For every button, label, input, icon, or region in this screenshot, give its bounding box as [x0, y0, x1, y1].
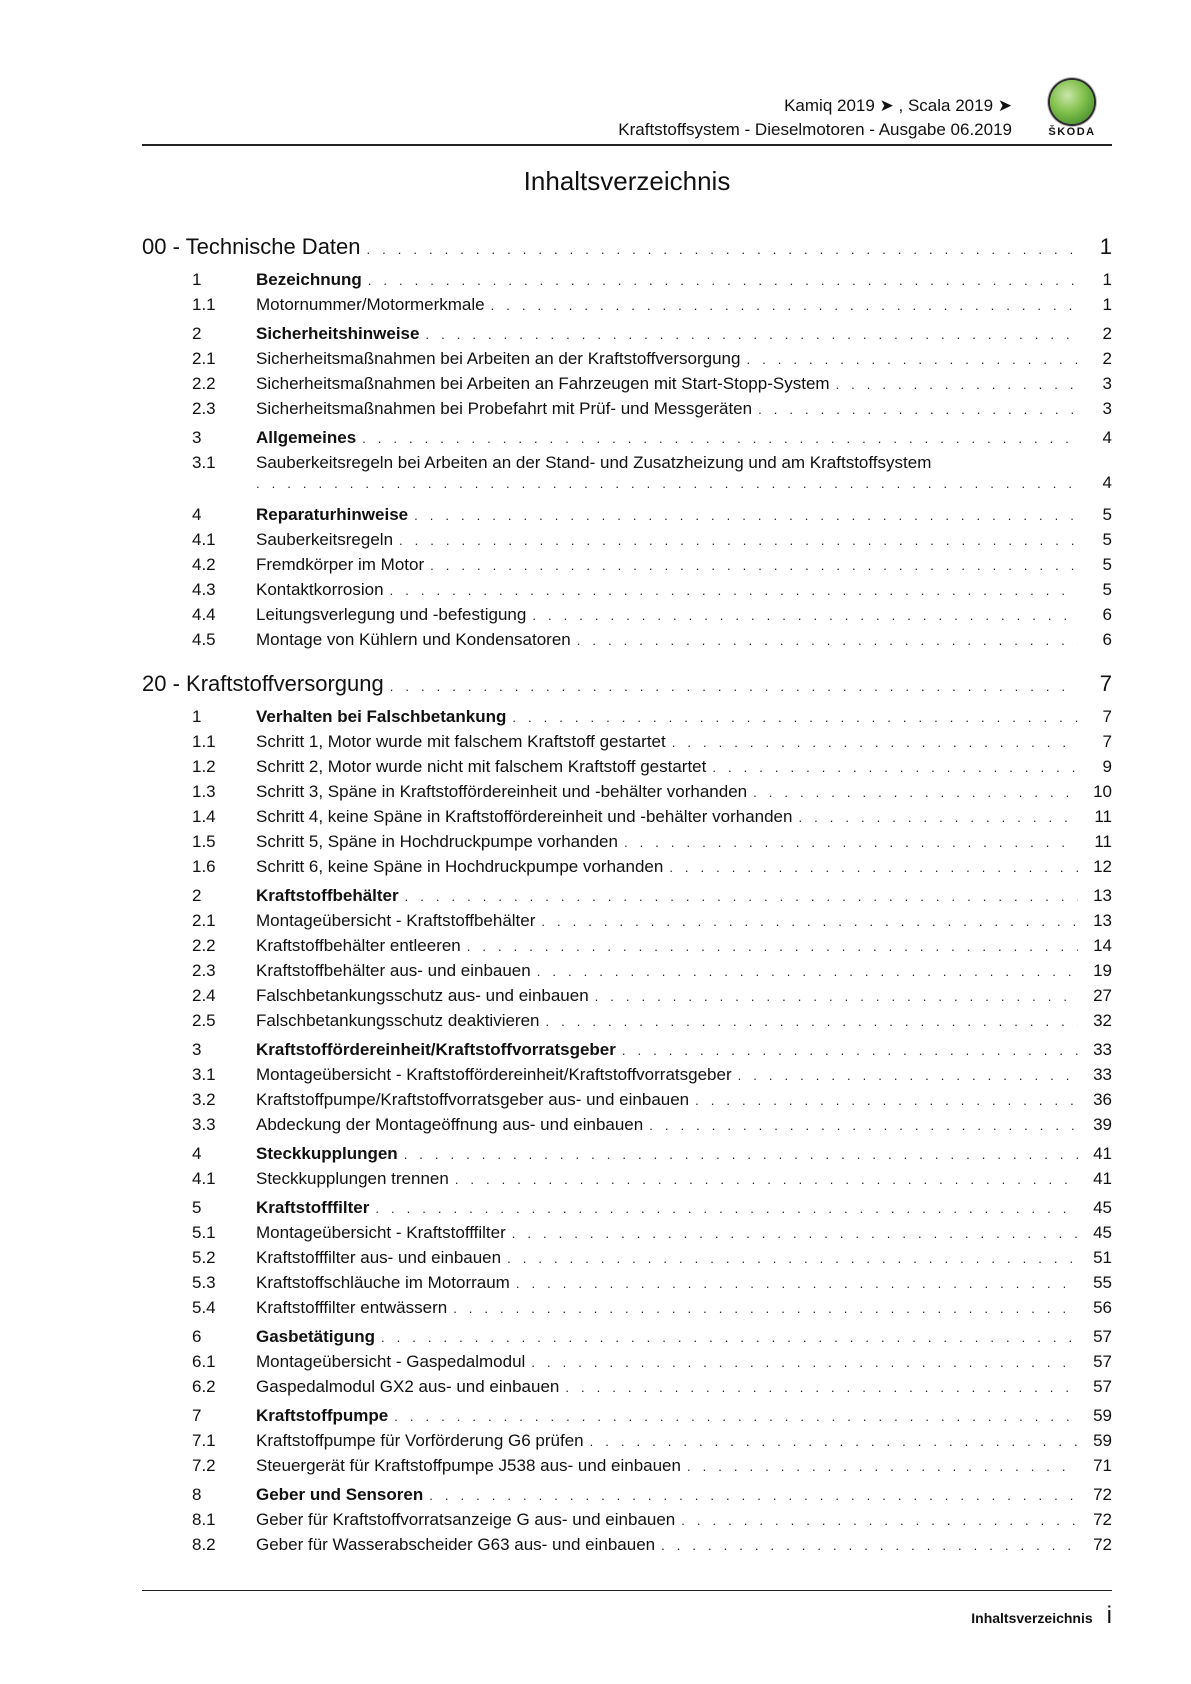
- toc-number: 2.1: [192, 349, 216, 368]
- toc-leader: [512, 1226, 1078, 1241]
- toc-subsection[interactable]: [142, 936, 1112, 961]
- toc-number: 1.1: [192, 732, 216, 751]
- toc-page: 32: [1093, 1011, 1112, 1030]
- toc-page: 4: [1102, 473, 1112, 492]
- toc-number: 4.5: [192, 630, 216, 649]
- toc-subsection[interactable]: [142, 807, 1112, 832]
- toc-subsection[interactable]: [142, 580, 1112, 605]
- toc-leader: [368, 273, 1078, 288]
- toc-page: 6: [1102, 605, 1112, 624]
- toc-number: 3.3: [192, 1115, 216, 1134]
- toc-number: 1.3: [192, 782, 216, 801]
- toc-page: 4: [1102, 428, 1112, 447]
- toc-subsection[interactable]: [142, 757, 1112, 782]
- toc-title: Reparaturhinweise: [256, 505, 409, 524]
- toc-title: Schritt 2, Motor wurde nicht mit falschem Kraftstoff gestartet: [256, 757, 707, 776]
- toc-leader: [758, 402, 1078, 417]
- toc-leader: [695, 1093, 1078, 1108]
- toc-number: 4.1: [192, 1169, 216, 1188]
- toc-title: Sauberkeitsregeln: [256, 530, 394, 549]
- toc-leader: [624, 835, 1078, 850]
- toc-title: Leitungsverlegung und -befestigung: [256, 605, 527, 624]
- toc-leader: [541, 914, 1078, 929]
- toc-page: 56: [1093, 1298, 1112, 1317]
- toc-section[interactable]: [142, 1198, 1112, 1223]
- toc-chapter-20[interactable]: [142, 671, 1112, 703]
- toc-page: 36: [1093, 1090, 1112, 1109]
- toc-title: Bezeichnung: [256, 270, 362, 289]
- toc-subsection[interactable]: [142, 1510, 1112, 1535]
- toc-subsection[interactable]: [142, 1535, 1112, 1560]
- toc-leader: [798, 810, 1078, 825]
- toc-section[interactable]: [142, 428, 1112, 453]
- toc-leader: [577, 633, 1078, 648]
- table-of-contents: [142, 234, 1112, 1560]
- toc-leader: [649, 1118, 1078, 1133]
- toc-leader: [390, 583, 1078, 598]
- toc-number: 1.4: [192, 807, 216, 826]
- toc-number: 3.1: [192, 453, 216, 472]
- toc-title: Montageübersicht - Kraftstoffbehälter: [256, 911, 536, 930]
- toc-subsection[interactable]: [142, 399, 1112, 424]
- toc-page: 19: [1093, 961, 1112, 980]
- toc-page: 57: [1093, 1327, 1112, 1346]
- toc-page: 33: [1093, 1065, 1112, 1084]
- toc-number: 2.5: [192, 1011, 216, 1030]
- toc-title: Steuergerät für Kraftstoffpumpe J538 aus- und einbauen: [256, 1456, 681, 1475]
- toc-leader: [622, 1043, 1078, 1058]
- toc-number: 4: [192, 505, 202, 524]
- toc-leader: [546, 1014, 1079, 1029]
- toc-subsection[interactable]: [142, 1169, 1112, 1194]
- toc-leader: [687, 1459, 1078, 1474]
- toc-leader: [738, 1068, 1078, 1083]
- toc-subsection[interactable]: [142, 1090, 1112, 1115]
- toc-number: 2: [192, 324, 202, 343]
- toc-section[interactable]: [142, 1144, 1112, 1169]
- toc-leader: [390, 679, 1078, 694]
- footer-divider: [142, 1590, 1112, 1591]
- toc-page: 9: [1102, 757, 1112, 776]
- toc-subsection[interactable]: [142, 1298, 1112, 1323]
- toc-leader: [669, 860, 1078, 875]
- toc-title: Kraftstofffilter: [256, 1198, 370, 1217]
- toc-subsection[interactable]: [142, 1011, 1112, 1036]
- toc-subsection[interactable]: [142, 1352, 1112, 1377]
- toc-title: Steckkupplungen trennen: [256, 1169, 449, 1188]
- page-title: Inhaltsverzeichnis: [523, 166, 731, 196]
- footer-page-number: i: [1106, 1602, 1112, 1629]
- toc-leader: [491, 298, 1078, 313]
- toc-leader: [746, 352, 1078, 367]
- toc-page: 5: [1102, 555, 1112, 574]
- toc-leader: [425, 327, 1078, 342]
- toc-number: 1.5: [192, 832, 216, 851]
- toc-leader: [712, 760, 1078, 775]
- toc-title: Kraftstoffpumpe für Vorförderung G6 prüfen: [256, 1431, 584, 1450]
- toc-page: 71: [1093, 1456, 1112, 1475]
- toc-leader: [430, 558, 1078, 573]
- toc-leader: [467, 939, 1078, 954]
- toc-number: 6: [192, 1327, 202, 1346]
- toc-number: 5.1: [192, 1223, 216, 1242]
- toc-page: 45: [1093, 1198, 1112, 1217]
- toc-page: 41: [1093, 1144, 1112, 1163]
- toc-leader: [404, 1147, 1078, 1162]
- toc-page: 59: [1093, 1406, 1112, 1425]
- toc-leader: [661, 1538, 1078, 1553]
- toc-number: 4.1: [192, 530, 216, 549]
- toc-page: 2: [1102, 324, 1112, 343]
- toc-leader: [367, 242, 1078, 257]
- page-header: [142, 90, 1112, 146]
- toc-leader: [399, 533, 1078, 548]
- toc-page: 11: [1094, 832, 1112, 851]
- toc-number: 5: [192, 1198, 202, 1217]
- toc-subsection[interactable]: [142, 986, 1112, 1011]
- toc-title: Kraftstoffbehälter entleeren: [256, 936, 461, 955]
- toc-page: 3: [1102, 399, 1112, 418]
- toc-title: Gasbetätigung: [256, 1327, 376, 1346]
- toc-number: 2.4: [192, 986, 216, 1005]
- toc-number: 7: [192, 1406, 202, 1425]
- toc-subsection[interactable]: [142, 453, 1112, 501]
- toc-section[interactable]: [142, 505, 1112, 530]
- toc-leader: [516, 1276, 1078, 1291]
- toc-title: Kraftstofffilter entwässern: [256, 1298, 448, 1317]
- toc-subsection[interactable]: [142, 349, 1112, 374]
- toc-subsection[interactable]: [142, 630, 1112, 655]
- toc-subsection[interactable]: [142, 732, 1112, 757]
- toc-page: 72: [1093, 1510, 1112, 1529]
- toc-page: 72: [1093, 1535, 1112, 1554]
- toc-section[interactable]: [142, 1406, 1112, 1431]
- toc-title: Montageübersicht - Kraftstofffilter: [256, 1223, 506, 1242]
- toc-number: 2.2: [192, 936, 216, 955]
- toc-section[interactable]: [142, 1040, 1112, 1065]
- toc-number: 3.1: [192, 1065, 216, 1084]
- toc-title: Montage von Kühlern und Kondensatoren: [256, 630, 571, 649]
- toc-page: 13: [1093, 886, 1112, 905]
- toc-page: 45: [1093, 1223, 1112, 1242]
- toc-page: 57: [1093, 1352, 1112, 1371]
- toc-number: 3: [192, 1040, 202, 1059]
- header-divider: [142, 144, 1112, 146]
- toc-subsection[interactable]: [142, 295, 1112, 320]
- toc-subsection[interactable]: [142, 605, 1112, 630]
- toc-page: 27: [1093, 986, 1112, 1005]
- toc-leader: [405, 889, 1078, 904]
- toc-subsection[interactable]: [142, 857, 1112, 882]
- toc-page: 5: [1102, 505, 1112, 524]
- toc-leader: [565, 1380, 1078, 1395]
- toc-section[interactable]: [142, 886, 1112, 911]
- toc-leader: [532, 608, 1078, 623]
- toc-subsection[interactable]: [142, 374, 1112, 399]
- header-document-line: Kraftstoffsystem - Dieselmotoren - Ausgabe 06.2019: [618, 120, 1012, 139]
- toc-title: Fremdkörper im Motor: [256, 555, 425, 574]
- toc-title: Falschbetankungsschutz aus- und einbauen: [256, 986, 589, 1005]
- toc-leader: [753, 785, 1078, 800]
- toc-title: Kraftstoffschläuche im Motorraum: [256, 1273, 510, 1292]
- toc-number: 4.3: [192, 580, 216, 599]
- toc-title: Verhalten bei Falschbetankung: [256, 707, 507, 726]
- toc-title: Sicherheitsmaßnahmen bei Arbeiten an Fahrzeugen mit Start-Stopp-System: [256, 374, 830, 393]
- toc-page: 1: [1102, 270, 1112, 289]
- toc-subsection[interactable]: [142, 555, 1112, 580]
- toc-leader: [362, 431, 1078, 446]
- toc-page: 7: [1099, 671, 1112, 696]
- toc-title: Kraftstofffilter aus- und einbauen: [256, 1248, 502, 1267]
- toc-page: 7: [1102, 732, 1112, 751]
- toc-section[interactable]: [142, 707, 1112, 732]
- toc-chapter-title: 20 - Kraftstoffversorgung: [142, 671, 384, 696]
- toc-number: 6.2: [192, 1377, 216, 1396]
- toc-number: 8.1: [192, 1510, 216, 1529]
- toc-leader: [512, 710, 1078, 725]
- toc-subsection[interactable]: [142, 961, 1112, 986]
- toc-page: 6: [1102, 630, 1112, 649]
- toc-page: 51: [1093, 1248, 1112, 1267]
- toc-title: Schritt 3, Späne in Kraftstoffördereinheit und -behälter vorhanden: [256, 782, 748, 801]
- toc-title: Schritt 5, Späne in Hochdruckpumpe vorhanden: [256, 832, 618, 851]
- toc-leader: [381, 1330, 1078, 1345]
- toc-number: 1.6: [192, 857, 216, 876]
- toc-section[interactable]: [142, 270, 1112, 295]
- toc-number: 4: [192, 1144, 202, 1163]
- toc-number: 3: [192, 428, 202, 447]
- toc-subsection[interactable]: [142, 1115, 1112, 1140]
- toc-chapter-00[interactable]: [142, 234, 1112, 266]
- toc-title: Kraftstoffpumpe/Kraftstoffvorratsgeber aus- und einbauen: [256, 1090, 690, 1109]
- toc-page: 2: [1102, 349, 1112, 368]
- toc-leader: [394, 1409, 1078, 1424]
- toc-number: 1.2: [192, 757, 216, 776]
- toc-subsection[interactable]: [142, 911, 1112, 936]
- logo-text: ŠKODA: [1048, 126, 1096, 138]
- toc-page: 11: [1094, 807, 1112, 826]
- toc-section[interactable]: [142, 1485, 1112, 1510]
- toc-title: Schritt 1, Motor wurde mit falschem Kraftstoff gestartet: [256, 732, 666, 751]
- toc-number: 4.2: [192, 555, 216, 574]
- toc-subsection[interactable]: [142, 832, 1112, 857]
- toc-title: Sicherheitsmaßnahmen bei Probefahrt mit Prüf- und Messgeräten: [256, 399, 753, 418]
- toc-title: Gaspedalmodul GX2 aus- und einbauen: [256, 1377, 560, 1396]
- toc-number: 7.2: [192, 1456, 216, 1475]
- toc-number: 5.4: [192, 1298, 216, 1317]
- toc-page: 1: [1102, 295, 1112, 314]
- toc-leader: [590, 1434, 1078, 1449]
- toc-chapter-title: 00 - Technische Daten: [142, 234, 361, 259]
- toc-number: 8: [192, 1485, 202, 1504]
- skoda-logo: [1036, 80, 1108, 142]
- toc-number: 3.2: [192, 1090, 216, 1109]
- toc-number: 2.2: [192, 374, 216, 393]
- toc-title: Geber für Wasserabscheider G63 aus- und einbauen: [256, 1535, 656, 1554]
- toc-number: 2.3: [192, 399, 216, 418]
- toc-title: Sauberkeitsregeln bei Arbeiten an der Stand- und Zusatzheizung und am Kraftstoffsystem: [256, 453, 932, 472]
- skoda-arrow-icon: [1050, 80, 1094, 124]
- toc-title: Falschbetankungsschutz deaktivieren: [256, 1011, 540, 1030]
- toc-title: Sicherheitsmaßnahmen bei Arbeiten an der Kraftstoffversorgung: [256, 349, 741, 368]
- toc-subsection[interactable]: [142, 782, 1112, 807]
- toc-section[interactable]: [142, 324, 1112, 349]
- toc-leader: [507, 1251, 1078, 1266]
- toc-leader: [429, 1488, 1078, 1503]
- toc-title: Kraftstoffpumpe: [256, 1406, 389, 1425]
- toc-page: 72: [1093, 1485, 1112, 1504]
- toc-leader: [414, 508, 1078, 523]
- toc-number: 7.1: [192, 1431, 216, 1450]
- toc-leader: [836, 377, 1078, 392]
- toc-title: Kontaktkorrosion: [256, 580, 384, 599]
- toc-title: Montageübersicht - Gaspedalmodul: [256, 1352, 526, 1371]
- toc-subsection[interactable]: [142, 1223, 1112, 1248]
- toc-page: 55: [1093, 1273, 1112, 1292]
- toc-page: 33: [1093, 1040, 1112, 1059]
- toc-subsection[interactable]: [142, 1065, 1112, 1090]
- toc-number: 1: [192, 707, 202, 726]
- toc-page: 7: [1102, 707, 1112, 726]
- toc-leader: [537, 964, 1078, 979]
- toc-title: Geber und Sensoren: [256, 1485, 424, 1504]
- toc-title: Kraftstoffördereinheit/Kraftstoffvorratsgeber: [256, 1040, 616, 1059]
- toc-number: 4.4: [192, 605, 216, 624]
- toc-page: 3: [1102, 374, 1112, 393]
- toc-page: 5: [1102, 580, 1112, 599]
- toc-leader: [453, 1301, 1078, 1316]
- toc-page: 5: [1102, 530, 1112, 549]
- toc-title: Abdeckung der Montageöffnung aus- und einbauen: [256, 1115, 644, 1134]
- toc-title: Schritt 4, keine Späne in Kraftstoffördereinheit und -behälter vorhanden: [256, 807, 793, 826]
- toc-leader: [455, 1172, 1078, 1187]
- toc-title: Geber für Kraftstoffvorratsanzeige G aus- und einbauen: [256, 1510, 676, 1529]
- toc-number: 1: [192, 270, 202, 289]
- toc-leader: [672, 735, 1078, 750]
- toc-title: Allgemeines: [256, 428, 357, 447]
- toc-page: 13: [1093, 911, 1112, 930]
- toc-number: 5.3: [192, 1273, 216, 1292]
- toc-number: 8.2: [192, 1535, 216, 1554]
- toc-page: 59: [1093, 1431, 1112, 1450]
- page-footer: [971, 1602, 1112, 1630]
- toc-section[interactable]: [142, 1327, 1112, 1352]
- footer-label: Inhaltsverzeichnis: [971, 1610, 1093, 1626]
- toc-number: 5.2: [192, 1248, 216, 1267]
- toc-subsection[interactable]: [142, 1248, 1112, 1273]
- toc-subsection[interactable]: [142, 1456, 1112, 1481]
- toc-subsection[interactable]: [142, 1431, 1112, 1456]
- toc-subsection[interactable]: [142, 1377, 1112, 1402]
- toc-title: Sicherheitshinweise: [256, 324, 420, 343]
- toc-title: Motornummer/Motormerkmale: [256, 295, 485, 314]
- toc-page: 12: [1093, 857, 1112, 876]
- toc-page: 1: [1099, 234, 1112, 259]
- toc-subsection[interactable]: [142, 530, 1112, 555]
- toc-leader: [681, 1513, 1078, 1528]
- header-model-line: Kamiq 2019 ➤ , Scala 2019 ➤: [784, 96, 1012, 115]
- toc-leader: [375, 1201, 1078, 1216]
- toc-page: 14: [1093, 936, 1112, 955]
- toc-page: 57: [1093, 1377, 1112, 1396]
- toc-number: 1.1: [192, 295, 216, 314]
- toc-leader: [531, 1355, 1078, 1370]
- toc-title: Kraftstoffbehälter: [256, 886, 399, 905]
- toc-leader: [256, 476, 1078, 491]
- toc-page: 39: [1093, 1115, 1112, 1134]
- toc-number: 2.1: [192, 911, 216, 930]
- toc-subsection[interactable]: [142, 1273, 1112, 1298]
- toc-page: 10: [1093, 782, 1112, 801]
- toc-number: 2.3: [192, 961, 216, 980]
- toc-number: 2: [192, 886, 202, 905]
- toc-title: Schritt 6, keine Späne in Hochdruckpumpe vorhanden: [256, 857, 664, 876]
- toc-page: 41: [1093, 1169, 1112, 1188]
- toc-number: 6.1: [192, 1352, 216, 1371]
- toc-title: Montageübersicht - Kraftstoffördereinheit/Kraftstoffvorratsgeber: [256, 1065, 732, 1084]
- toc-title: Kraftstoffbehälter aus- und einbauen: [256, 961, 531, 980]
- toc-title: Steckkupplungen: [256, 1144, 398, 1163]
- toc-leader: [595, 989, 1078, 1004]
